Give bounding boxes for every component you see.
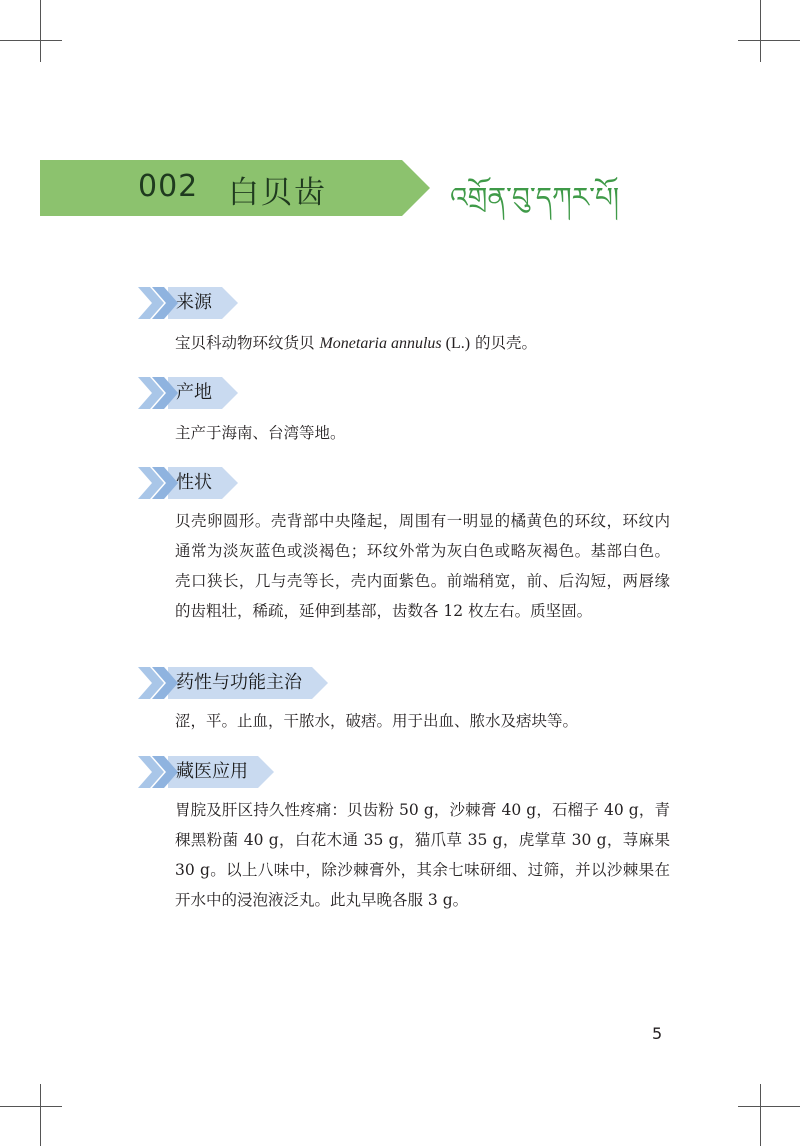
crop-mark [0,40,62,41]
section-heading-source [138,287,238,319]
body-text: 的贝壳。 [470,334,538,352]
latin-author: (L.) [441,335,471,352]
crop-mark [40,0,41,62]
crop-mark [0,1106,62,1107]
section-heading-tibetan-medicine [138,756,274,788]
section-body-tibetan-medicine: 胃脘及肝区持久性疼痛：贝齿粉 50 g，沙棘膏 40 g，石榴子 40 g，青稞黑粉菌 40 g，白花木通 35 g，猫爪草 35 g，虎掌草 30 g，荨麻果 30 g。以上八味中，除沙棘膏外，其余七味研细、过筛，并以沙棘果在开水中的浸泡液泛丸。此丸早晚各服 3 g。 [175,801,670,909]
entry-number: 002 [138,169,199,204]
crop-mark [760,0,761,62]
crop-mark [40,1084,41,1146]
section-body-source [175,328,670,359]
tibetan-title: འགྲོན་བུ་དཀར་པོ། [450,181,620,214]
crop-mark [738,40,800,41]
entry-title: 白贝齿 [228,175,327,211]
section-heading-label: 藏医应用 [176,761,248,782]
section-heading-label: 来源 [176,292,212,313]
section-heading-properties [138,667,328,699]
section-heading-label: 药性与功能主治 [176,672,302,693]
section-body-properties: 涩，平。止血，干脓水，破痞。用于出血、脓水及痞块等。 [175,712,579,730]
section-heading-characteristics [138,467,238,499]
section-heading-label: 产地 [176,382,212,403]
latin-name: Monetaria annulus [319,335,442,352]
page-number: 5 [652,1024,663,1043]
section-heading-label: 性状 [176,472,212,493]
crop-mark [760,1084,761,1146]
section-body-characteristics: 贝壳卵圆形。壳背部中央隆起，周围有一明显的橘黄色的环纹，环纹内通常为淡灰蓝色或淡褐色；环纹外常为灰白色或略灰褐色。基部白色。壳口狭长，几与壳等长，壳内面紫色。前端稍宽，前、后沟短，两唇缘的齿粗壮，稀疏，延伸到基部，齿数各 12 枚左右。质坚固。 [175,512,670,620]
crop-mark [738,1106,800,1107]
body-text: 宝贝科动物环纹货贝 [175,334,320,352]
section-heading-origin [138,377,238,409]
section-body-origin: 主产于海南、台湾等地。 [175,424,346,442]
